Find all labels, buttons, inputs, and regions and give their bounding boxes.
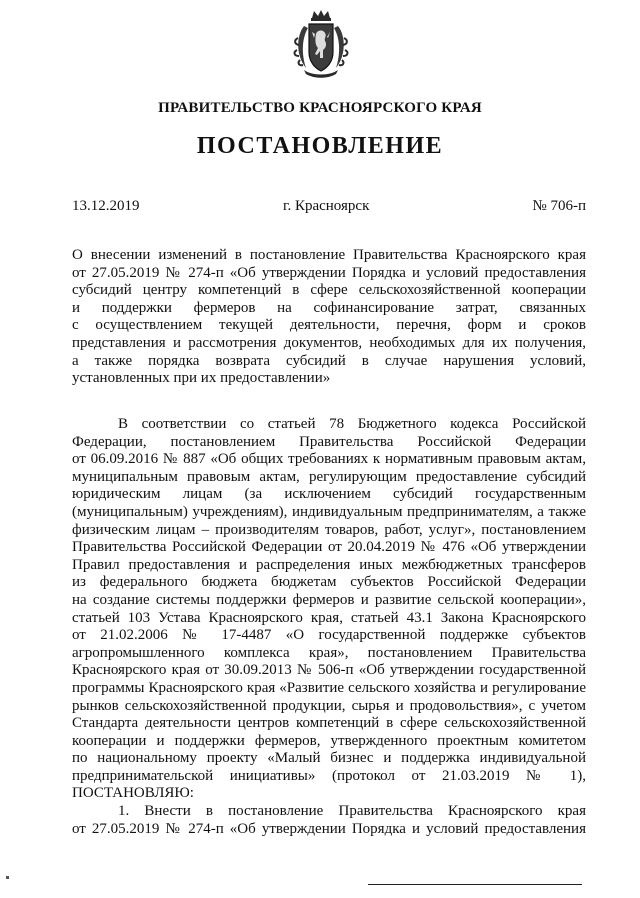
subject-line: от 27.05.2019 № 274-п «Об утверждении Порядка и условий предоставления bbox=[72, 264, 586, 281]
body-line: из федерального бюджета бюджетам субъектов Российской Федерации bbox=[72, 574, 586, 591]
body-line: муниципальным правовым актам, регулирующим предоставление субсидий bbox=[72, 468, 586, 485]
subject-line: субсидий центру компетенций в сфере сельскохозяйственной кооперации bbox=[72, 282, 586, 299]
body-line: агропромышленного комплекса края», постановлением Правительства bbox=[72, 644, 586, 661]
body-line: от 21.02.2006 № 17-4487 «О государственной поддержке субъектов bbox=[72, 627, 586, 644]
body-line: Стандарта деятельности центров компетенций в сфере сельскохозяйственной bbox=[72, 715, 586, 732]
footer-divider bbox=[368, 884, 582, 885]
body-line: Правительства Российской Федерации от 20.04.2019 № 476 «Об утверждении bbox=[72, 539, 586, 556]
body-line: рынков сельскохозяйственной продукции, сырья и продовольствия», с учетом bbox=[72, 697, 586, 714]
subject-line: а также порядка возврата субсидий в случае нарушения условий, bbox=[72, 352, 586, 369]
document-type-heading: ПОСТАНОВЛЕНИЕ bbox=[196, 133, 444, 159]
subject-line: представления и рассмотрения документов, необходимых для их получения, bbox=[72, 334, 586, 351]
document-city: г. Красноярск bbox=[283, 198, 370, 214]
body-line: ПОСТАНОВЛЯЮ: bbox=[72, 785, 194, 802]
body-line: юридическим лицам (за исключением субсидий государственным bbox=[72, 486, 586, 503]
government-title: ПРАВИТЕЛЬСТВО КРАСНОЯРСКОГО КРАЯ bbox=[158, 100, 482, 116]
document-number: № 706-п bbox=[532, 198, 586, 214]
document-meta bbox=[72, 198, 586, 218]
scan-mark bbox=[6, 876, 9, 879]
body-line: по национальному проекту «Малый бизнес и поддержка индивидуальной bbox=[72, 750, 586, 767]
subject-line: с осуществлением текущей деятельности, перечня, форм и сроков bbox=[72, 317, 586, 334]
subject-line: и поддержки фермеров на софинансирование затрат, связанных bbox=[72, 299, 586, 316]
subject-line: О внесении изменений в постановление Правительства Красноярского края bbox=[72, 247, 586, 263]
body-line: статьей 103 Устава Красноярского края, статьей 43.1 Закона Красноярского bbox=[72, 609, 586, 626]
document-date: 13.12.2019 bbox=[72, 198, 140, 214]
body-line: от 06.09.2016 № 887 «Об общих требованиях к нормативным правовым актам, bbox=[72, 451, 586, 468]
coat-of-arms-icon bbox=[290, 8, 352, 80]
body-line: Красноярского края от 30.09.2013 № 506-п «Об утверждении государственной bbox=[72, 662, 586, 679]
body-line: физическим лицам – производителям товаров, работ, услуг», постановлением bbox=[72, 521, 586, 538]
body-line: на создание системы поддержки фермеров и развитие сельской кооперации», bbox=[72, 591, 586, 608]
body-line: программы Красноярского края «Развитие сельского хозяйства и регулирование bbox=[72, 679, 586, 696]
body-line: Федерации, постановлением Правительства Российской Федерации bbox=[72, 433, 586, 450]
document-body bbox=[72, 416, 586, 838]
subject-line: установленных при их предоставлении» bbox=[72, 370, 331, 387]
body-line: от 27.05.2019 № 274-п «Об утверждении Порядка и условий предоставления bbox=[72, 820, 586, 837]
body-line: предпринимательской инициативы» (протокол от 21.03.2019 № 1), bbox=[72, 767, 586, 784]
body-line: кооперации и поддержки фермеров, утвержденного проектным комитетом bbox=[72, 732, 586, 749]
body-line: В соответствии со статьей 78 Бюджетного кодекса Российской bbox=[118, 416, 586, 432]
body-line: Правил предоставления и распределения иных межбюджетных трансферов bbox=[72, 556, 586, 573]
body-line: 1. Внести в постановление Правительства Красноярского края bbox=[118, 803, 586, 820]
body-line: (муниципальным) учреждениям), индивидуальным предпринимателям, а также bbox=[72, 503, 586, 520]
document-subject bbox=[72, 247, 586, 388]
